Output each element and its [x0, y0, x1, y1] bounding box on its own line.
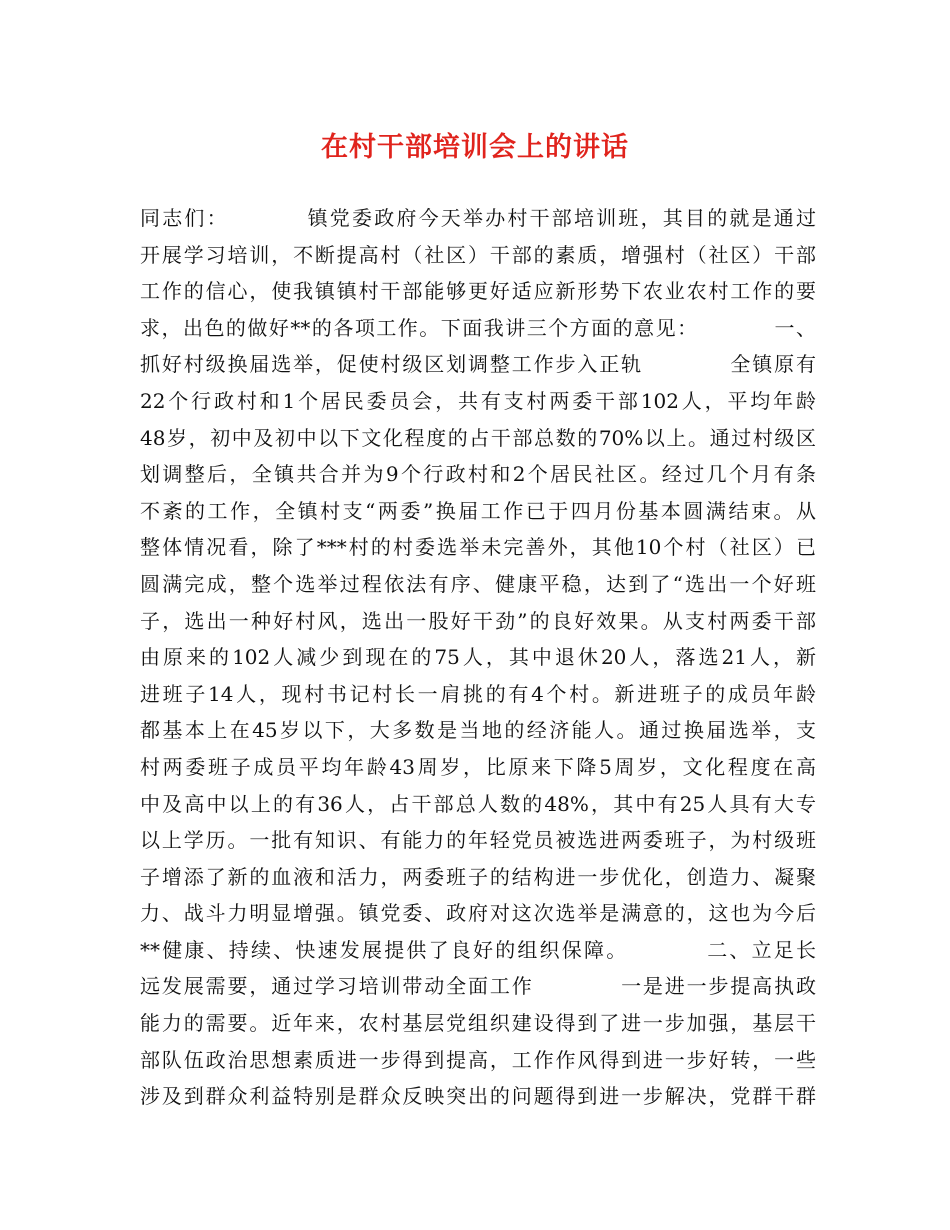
body-line: 力、战斗力明显增强。镇党委、政府对这次选举是满意的，这也为今后	[140, 901, 816, 926]
body-line: 部队伍政治思想素质进一步得到提高，工作作风得到进一步好转，一些	[140, 1047, 816, 1072]
body-line: 中及高中以上的有36人，占干部总人数的48%，其中有25人具有大专	[140, 791, 816, 816]
body-line: 都基本上在45岁以下，大多数是当地的经济能人。通过换届选举，支	[140, 718, 816, 743]
body-line: 子增添了新的血液和活力，两委班子的结构进一步优化，创造力、凝聚	[140, 864, 816, 889]
body-line: 进班子14人，现村书记村长一肩挑的有4个村。新进班子的成员年龄	[140, 681, 816, 706]
body-line: 远发展需要，通过学习培训带动全面工作 一是进一步提高执政	[140, 974, 816, 999]
body-line: 能力的需要。近年来，农村基层党组织建设得到了进一步加强，基层干	[140, 1011, 816, 1036]
body-line: 以上学历。一批有知识、有能力的年轻党员被选进两委班子，为村级班	[140, 828, 816, 853]
body-line: 圆满完成，整个选举过程依法有序、健康平稳，达到了“选出一个好班	[140, 571, 816, 596]
document-title: 在村干部培训会上的讲话	[321, 132, 629, 163]
body-line: 涉及到群众利益特别是群众反映突出的问题得到进一步解决，党群干群	[140, 1084, 816, 1109]
body-line: 抓好村级换届选举，促使村级区划调整工作步入正轨 全镇原有	[140, 352, 816, 377]
body-line: 求，出色的做好**的各项工作。下面我讲三个方面的意见： 一、	[140, 315, 816, 340]
body-line: 不紊的工作，全镇村支“两委”换届工作已于四月份基本圆满结束。从	[140, 498, 816, 523]
body-line: 22个行政村和1个居民委员会，共有支村两委干部102人，平均年龄	[140, 388, 816, 413]
body-line: 开展学习培训，不断提高村（社区）干部的素质，增强村（社区）干部	[140, 242, 816, 267]
body-line: 整体情况看，除了***村的村委选举未完善外，其他10个村（社区）已	[140, 535, 816, 560]
body-line: **健康、持续、快速发展提供了良好的组织保障。 二、立足长	[140, 937, 816, 962]
body-line: 划调整后，全镇共合并为9个行政村和2个居民社区。经过几个月有条	[140, 462, 816, 487]
body-line: 子，选出一种好村风，选出一股好干劲”的良好效果。从支村两委干部	[140, 608, 816, 633]
body-line: 工作的信心，使我镇镇村干部能够更好适应新形势下农业农村工作的要	[140, 279, 816, 304]
body-line: 同志们： 镇党委政府今天举办村干部培训班，其目的就是通过	[140, 206, 816, 230]
document-body	[140, 200, 816, 1115]
body-line: 村两委班子成员平均年龄43周岁，比原来下降5周岁，文化程度在高	[140, 754, 816, 779]
body-line: 由原来的102人减少到现在的75人，其中退休20人，落选21人，新	[140, 645, 816, 670]
body-line: 48岁，初中及初中以下文化程度的占干部总数的70%以上。通过村级区	[140, 425, 816, 450]
